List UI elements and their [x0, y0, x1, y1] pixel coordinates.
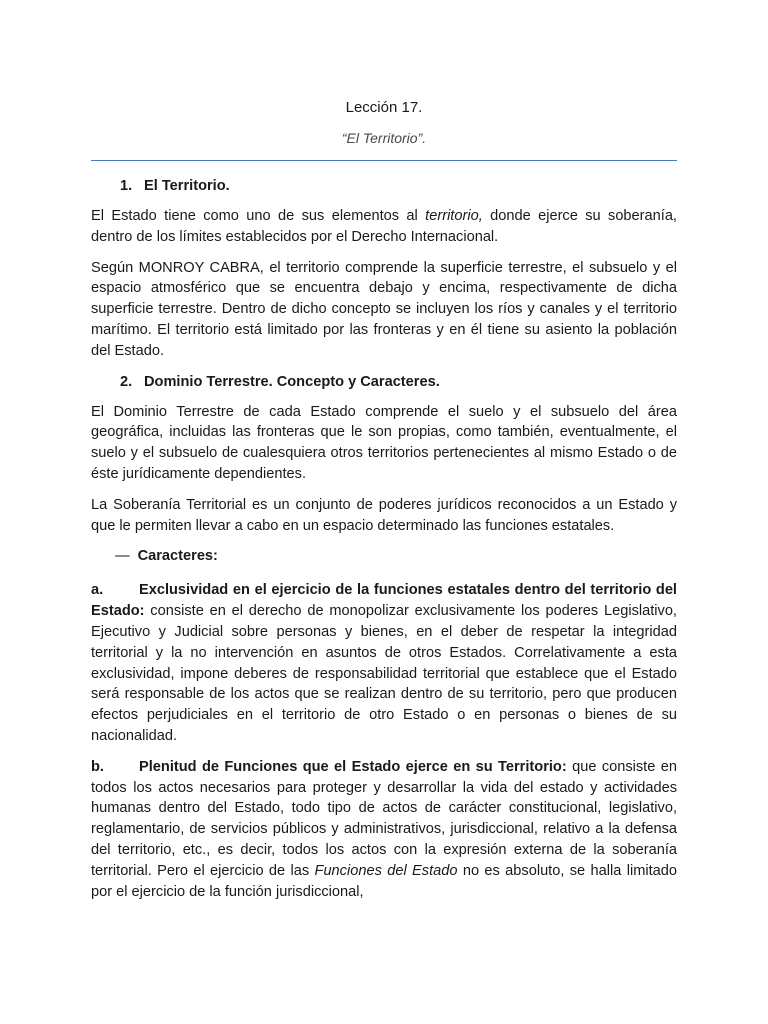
section-1-paragraph-1	[91, 206, 677, 248]
header-divider	[91, 160, 677, 161]
text-run: donde ejerce su soberanía, dentro de los límites establecidos por el Derecho Internacional.	[91, 208, 677, 245]
caracter-a-title: Exclusividad en el ejercicio de la funciones estatales dentro del territorio del Estado:	[91, 582, 677, 620]
section-1-paragraph-2: Según MONROY CABRA, el territorio comprende la superficie terrestre, el subsuelo y el espacio atmosférico que se encuentra debajo y encima, respectivamente de dicha superficie terrestre. Dentro de dicho concepto se incluyen los ríos y canales y el territorio marítimo. El territorio está limitado por las fronteras y en él tiene su asiento la población del Estado.	[91, 259, 677, 359]
text-run: El Estado tiene como uno de sus elementos al	[91, 208, 426, 224]
lesson-subtitle: “El Territorio”.	[341, 130, 427, 146]
text-run: consiste en el derecho de monopolizar exclusivamente los poderes Legislativo, Ejecutivo y Judicial sobre personas y bienes, en el deber de respetar la integridad territorial y la no intervención en asuntos de otros Estados. Correlativamente a esta exclusividad, impone deberes de responsabilidad territorial que establece que el Estado será responsable de los actos que se realizan dentro de su territorio, pero que producen efectos perjudiciales en el territorio de otro Estado o en personas o bienes de su nacionalidad.	[91, 603, 677, 744]
section-2-title: Dominio Terrestre. Concepto y Caracteres.	[144, 373, 440, 390]
item-letter-a: a.	[91, 582, 104, 599]
lesson-header	[0, 98, 768, 148]
caracteres-title: Caracteres:	[137, 548, 218, 565]
lesson-title: Lección 17.	[345, 99, 423, 116]
caracteres-heading	[91, 546, 677, 566]
section-2-heading	[91, 372, 677, 392]
item-letter-b: b.	[91, 758, 104, 775]
document-body	[91, 176, 677, 912]
section-1-title: El Territorio.	[144, 178, 230, 194]
section-2-paragraph-1: El Dominio Terrestre de cada Estado comprende el suelo y el subsuelo del área geográfica, incluidas las fronteras que le son propias, como también, eventualmente, el suelo y el subsuelo de cualesquiera otros territorios pertenecientes al mismo Estado o de éste jurídicamente dependientes.	[91, 403, 677, 482]
text-run: no es absoluto, se halla limitado por el ejercicio de la función jurisdiccional,	[91, 862, 677, 900]
caracter-b-paragraph	[91, 757, 677, 903]
dash-bullet: —	[115, 548, 130, 565]
section-1-number: 1.	[120, 178, 133, 194]
text-run: que consiste en todos los actos necesarios para proteger y desarrollar la vida del estado y actividades humanas dentro del Estado, todo tipo de actos de carácter constitucional, legislativo, reglamentario, de servicios públicos y administrativos, jurisdiccional, relativo a la defensa del territorio, etc., es decir, todos los actos con la expresión externa de la soberanía territorial. Pero el ejercicio de las	[91, 758, 677, 879]
emphasis-territorio: territorio,	[425, 208, 483, 224]
emphasis-funciones-del-estado: Funciones del Estado	[314, 862, 458, 879]
caracter-a-paragraph	[91, 580, 677, 746]
caracter-b-title: Plenitud de Funciones que el Estado ejerce en su Territorio:	[139, 758, 567, 775]
section-2-paragraph-2: La Soberanía Territorial es un conjunto de poderes jurídicos reconocidos a un Estado y que le permiten llevar a cabo en un espacio determinado las funciones estatales.	[91, 496, 677, 534]
section-1-heading	[91, 176, 677, 196]
section-2-number: 2.	[120, 373, 133, 390]
